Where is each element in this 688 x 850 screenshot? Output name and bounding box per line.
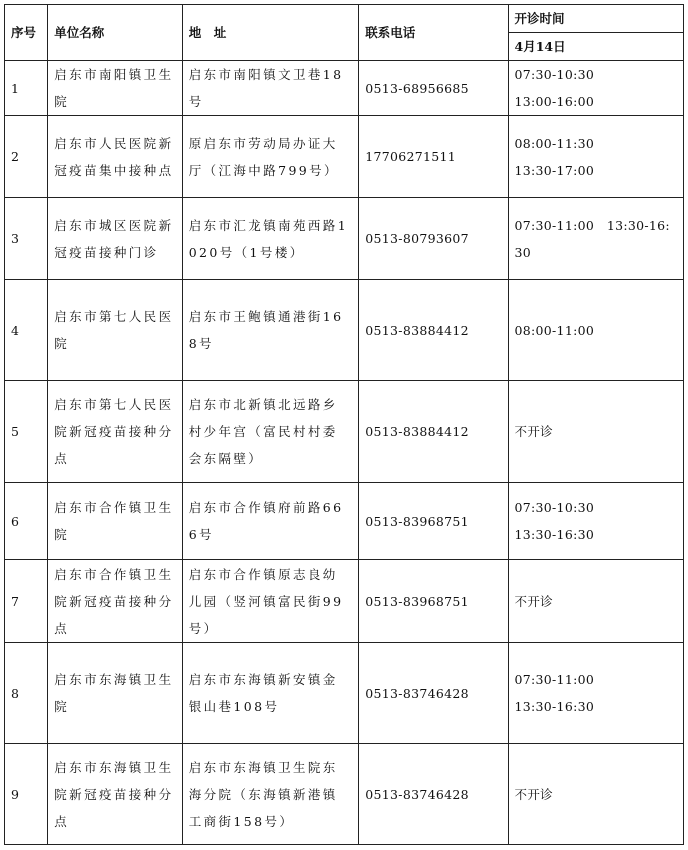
row-unit: 启东市合作镇卫生院 xyxy=(48,483,182,560)
row-phone: 0513-83884412 xyxy=(359,280,508,381)
row-seq: 9 xyxy=(5,744,48,845)
row-hours: 07:30-11:00 13:30-16:30 xyxy=(508,643,683,744)
header-date: 4月14日 xyxy=(508,33,683,61)
row-hours: 08:00-11:00 xyxy=(508,280,683,381)
table-row xyxy=(5,381,684,483)
row-hours: 不开诊 xyxy=(508,744,683,845)
row-phone: 17706271511 xyxy=(359,116,508,198)
row-unit: 启东市第七人民医院新冠疫苗接种分点 xyxy=(48,381,182,483)
clinic-schedule-table xyxy=(4,4,684,845)
table-row xyxy=(5,61,684,116)
row-hours: 07:30-11:00 13:30-16:30 xyxy=(508,198,683,280)
row-phone: 0513-83746428 xyxy=(359,643,508,744)
table-row xyxy=(5,483,684,560)
row-hours: 07:30-10:30 13:30-16:30 xyxy=(508,483,683,560)
header-unit: 单位名称 xyxy=(48,5,182,61)
row-phone: 0513-83746428 xyxy=(359,744,508,845)
row-unit: 启东市城区医院新冠疫苗接种门诊 xyxy=(48,198,182,280)
row-address: 启东市合作镇原志良幼儿园（竖河镇富民街99号） xyxy=(182,560,359,643)
table-row xyxy=(5,116,684,198)
header-time: 开诊时间 xyxy=(508,5,683,33)
table-row xyxy=(5,560,684,643)
row-address: 启东市东海镇卫生院东海分院（东海镇新港镇工商街158号） xyxy=(182,744,359,845)
table-row xyxy=(5,280,684,381)
table-row xyxy=(5,643,684,744)
row-hours: 不开诊 xyxy=(508,560,683,643)
row-address: 启东市王鲍镇通港街168号 xyxy=(182,280,359,381)
row-hours: 08:00-11:30 13:30-17:00 xyxy=(508,116,683,198)
table-row xyxy=(5,198,684,280)
row-seq: 6 xyxy=(5,483,48,560)
row-address: 原启东市劳动局办证大厅（江海中路799号） xyxy=(182,116,359,198)
row-unit: 启东市第七人民医院 xyxy=(48,280,182,381)
row-phone: 0513-80793607 xyxy=(359,198,508,280)
row-address: 启东市合作镇府前路666号 xyxy=(182,483,359,560)
row-address: 启东市南阳镇文卫巷18号 xyxy=(182,61,359,116)
row-hours: 不开诊 xyxy=(508,381,683,483)
row-seq: 7 xyxy=(5,560,48,643)
table-row xyxy=(5,744,684,845)
row-unit: 启东市东海镇卫生院 xyxy=(48,643,182,744)
row-address: 启东市东海镇新安镇金银山巷108号 xyxy=(182,643,359,744)
row-seq: 8 xyxy=(5,643,48,744)
header-phone: 联系电话 xyxy=(359,5,508,61)
row-unit: 启东市人民医院新冠疫苗集中接种点 xyxy=(48,116,182,198)
row-hours: 07:30-10:30 13:00-16:00 xyxy=(508,61,683,116)
row-seq: 4 xyxy=(5,280,48,381)
row-phone: 0513-83968751 xyxy=(359,483,508,560)
row-seq: 3 xyxy=(5,198,48,280)
row-seq: 1 xyxy=(5,61,48,116)
row-seq: 2 xyxy=(5,116,48,198)
row-phone: 0513-68956685 xyxy=(359,61,508,116)
header-seq: 序号 xyxy=(5,5,48,61)
row-address: 启东市汇龙镇南苑西路1020号（1号楼） xyxy=(182,198,359,280)
row-unit: 启东市合作镇卫生院新冠疫苗接种分点 xyxy=(48,560,182,643)
row-seq: 5 xyxy=(5,381,48,483)
header-address: 地 址 xyxy=(182,5,359,61)
row-phone: 0513-83968751 xyxy=(359,560,508,643)
row-address: 启东市北新镇北远路乡村少年宫（富民村村委会东隔壁） xyxy=(182,381,359,483)
row-unit: 启东市南阳镇卫生院 xyxy=(48,61,182,116)
row-unit: 启东市东海镇卫生院新冠疫苗接种分点 xyxy=(48,744,182,845)
row-phone: 0513-83884412 xyxy=(359,381,508,483)
